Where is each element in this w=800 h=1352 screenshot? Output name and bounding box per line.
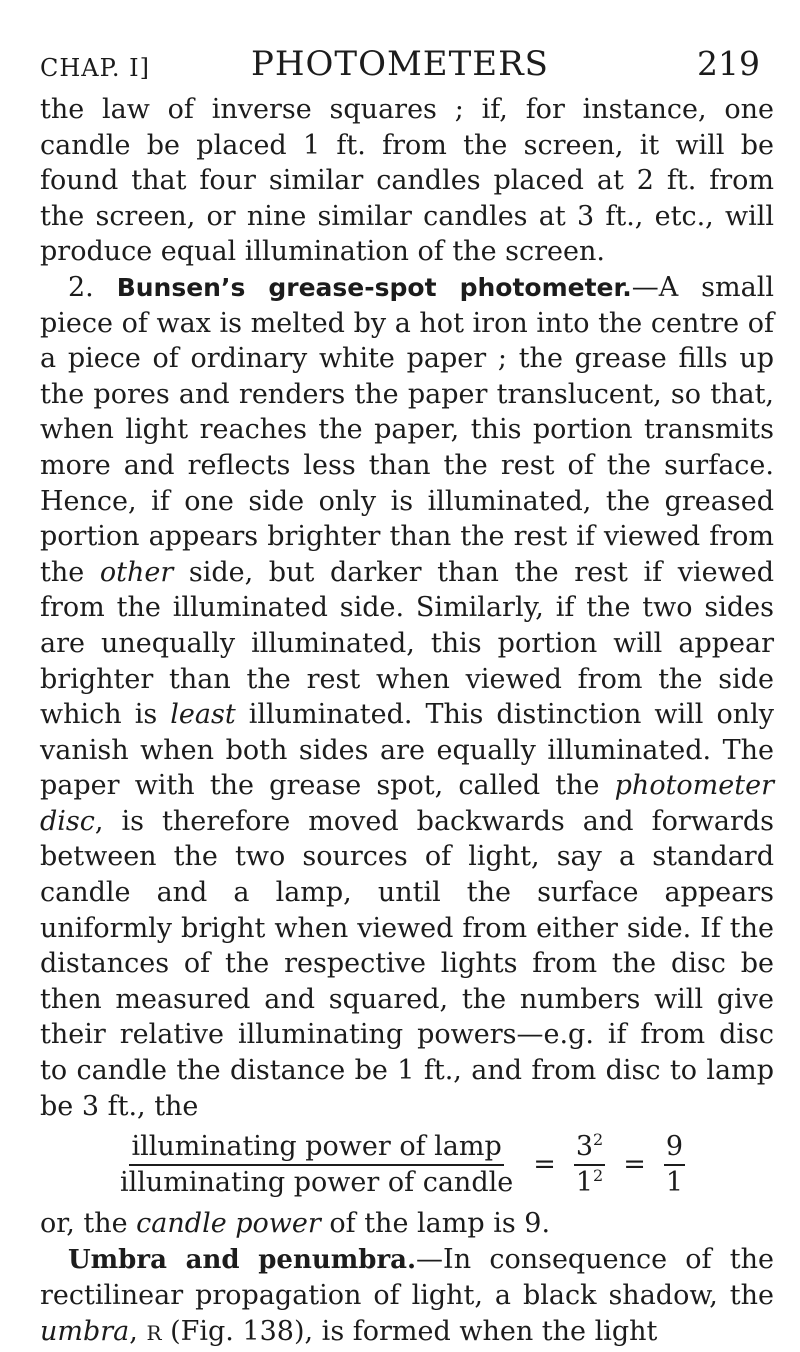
text-segment: side, but darker than the rest if viewed from the illuminated side. Similarly, if the two sides are unequally illuminated, this portion will appear brighter than the rest when viewed from the side which is [40,556,774,731]
text-segment: (Fig. 138), is formed when the light [161,1316,658,1347]
fraction-result [664,1132,685,1198]
paragraph-candle-power: or, the candle power of the lamp is 9. [40,1208,551,1240]
numerator-lamp: illuminating power of lamp [129,1132,503,1166]
text-segment: , is therefore moved backwards and forwards between the two sources of light, say a standard candle and a lamp, until the surface appears uniformly bright when viewed from either side. If the distances of the respective lights from the disc be then measured and squared, the numbers will give their relative illuminating powers—e.g. if from disc to candle the distance be 1 ft., and from disc to lamp be 3 ft., the [40,805,774,1122]
running-title: PHOTOMETERS [251,44,549,84]
fraction-distance-squares [574,1132,605,1198]
denominator-one-squared: $1^2$ [575,1166,604,1199]
section-number: 2. [68,271,94,303]
emphasis-photometer-disc: photometer disc [40,770,774,837]
numerator-nine: 9 [664,1132,685,1166]
paragraph-umbra-penumbra: Umbra and penumbra.—In consequence of the rectilinear propagation of light, a black shadow, the umbra, R (Fig. 138), is formed when the light [40,1243,774,1347]
denominator-one: 1 [665,1167,684,1199]
illumination-equation [118,1132,774,1198]
emphasis-candle-power: candle power [136,1208,321,1240]
emphasis-umbra: umbra [40,1316,130,1347]
equals-sign: = [533,1149,556,1181]
fraction-power-ratio [118,1132,515,1198]
paragraph-bunsen-photometer [40,270,774,1124]
page-header [40,40,760,88]
page-number: 219 [697,44,760,83]
text-segment: illuminated. This distinction will only vanish when both sides are equally illuminated. The paper with the grease spot, called the [40,699,774,802]
numerator-three-squared: $3^2$ [574,1132,605,1166]
equals-sign: = [623,1149,646,1181]
section-heading-bunsen: Bunsen’s grease-spot photometer. [116,272,632,302]
denominator-candle: illuminating power of candle [120,1167,514,1199]
page-body [40,92,774,1352]
paragraph-inverse-squares: the law of inverse squares ; if, for instance, one candle be placed 1 ft. from the screen, it will be found that four similar candles placed at 2 ft. from the screen, or nine similar candles at 3 ft., etc., will produce equal illumination of the screen. [40,94,774,268]
emphasis-other: other [99,556,174,588]
text-segment: —A small piece of wax is melted by a hot iron into the centre of a piece of ordinary white paper ; the grease fills up the pores and renders the paper translucent, so that, when light reaches the paper, this portion transmits more and reflects less than the rest of the surface. Hence, if one side only is illuminated, the greased portion appears brighter than the rest if viewed from the [40,271,774,588]
figure-label-r: R [146,1321,162,1345]
chapter-label: CHAP. I] [40,54,151,82]
section-heading-umbra: Umbra and penumbra. [68,1244,417,1275]
text-segment: —In consequence of the rectilinear propagation of light, a black shadow, the [40,1243,774,1312]
emphasis-least: least [170,699,236,731]
